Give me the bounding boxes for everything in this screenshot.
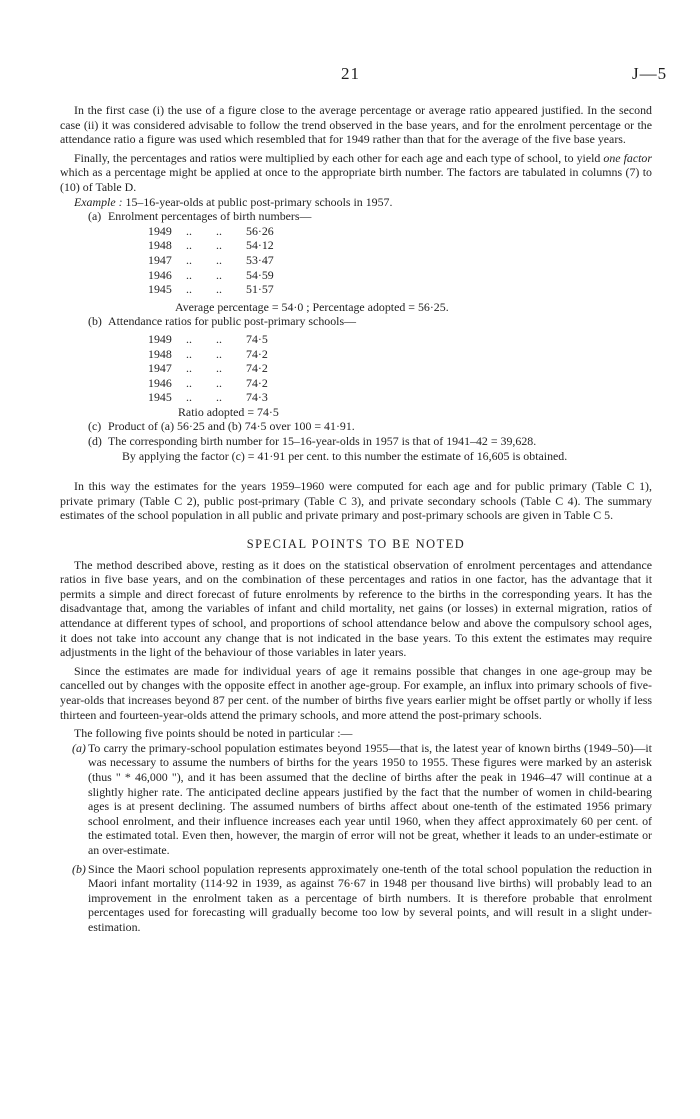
section-heading: SPECIAL POINTS TO BE NOTED: [246, 537, 466, 552]
intro-paragraph-1: In the first case (i) the use of a figure close to the average percentage or average ratio appeared justified. In the second case (ii) it was considered advisable to follow the trend observed in the base years, and for the enrolment percentage or the attendance ratio a figure was used which resembled that for 1949 rather than that for the average of the five base years.: [60, 103, 652, 147]
item-c-text: Product of (a) 56·25 and (b) 74·5 over 100 = 41·91.: [108, 419, 355, 434]
ratio-adopted-line: Ratio adopted = 74·5: [178, 404, 279, 419]
point-a-marker: (a): [72, 740, 86, 755]
example-item-b: [60, 314, 652, 329]
example-text: 15–16-year-olds at public post-primary schools in 1957.: [122, 194, 393, 209]
enrolment-percentages-table: [148, 224, 652, 297]
leader-dots: ..: [216, 223, 222, 238]
leader-dots: ..: [186, 282, 192, 297]
estimates-paragraph: In this way the estimates for the years 1959–1960 were computed for each age and for public primary (Table C 1), private primary (Table C 2), public post-primary (Table C 3), and private secondary schools (Table C 4). The summary estimates of the school population in all public and private primary and post-primary schools are given in Table C 5.: [60, 479, 652, 523]
page-header-code: J—5: [632, 64, 668, 83]
year-cell: 1945: [148, 390, 172, 405]
example-label: Example :: [74, 194, 123, 209]
example-line: [60, 195, 652, 210]
item-c-marker: (c): [88, 419, 102, 434]
p2-part-a: Finally, the percentages and ratios were multiplied by each other for each age and each type of school, to yield: [74, 150, 604, 165]
point-b: [60, 862, 652, 935]
table-row: [148, 332, 652, 347]
value-cell: 74·5: [246, 331, 268, 346]
year-cell: 1946: [148, 267, 172, 282]
attendance-ratios-table: [148, 332, 652, 405]
year-cell: 1946: [148, 375, 172, 390]
table-row: [148, 224, 652, 239]
example-item-d-continuation: By applying the factor (c) = 41·91 per cent. to this number the estimate of 16,605 is obtained.: [122, 448, 568, 463]
leader-dots: ..: [186, 223, 192, 238]
intro-paragraph-2: [60, 151, 652, 195]
example-item-c: [60, 419, 652, 434]
leader-dots: ..: [186, 331, 192, 346]
point-b-marker: (b): [72, 861, 86, 876]
value-cell: 56·26: [246, 223, 274, 238]
point-b-text: Since the Maori school population represents approximately one-tenth of the total school population the reduction in Maori infant mortality (114·92 in 1939, as against 76·67 in 1948 per thousand live births) will probably lead to an improvement in the enrolment taken as a percentage of birth numbers. It is therefore probable that enrolment percentages used for forecasting will gradually become too low by several points, and will result in a slight under-estimation.: [88, 861, 652, 934]
year-cell: 1949: [148, 223, 172, 238]
year-cell: 1949: [148, 331, 172, 346]
year-cell: 1948: [148, 238, 172, 253]
leader-dots: ..: [216, 252, 222, 267]
year-cell: 1947: [148, 252, 172, 267]
leader-dots: ..: [186, 238, 192, 253]
example-item-d: [60, 434, 652, 449]
table-row: [148, 376, 652, 391]
table-row: [148, 347, 652, 362]
point-a: [60, 741, 652, 858]
leader-dots: ..: [216, 375, 222, 390]
value-cell: 74·2: [246, 346, 268, 361]
item-b-text: Attendance ratios for public post-primary schools—: [108, 314, 356, 329]
item-b-marker: (b): [88, 314, 102, 329]
year-cell: 1945: [148, 282, 172, 297]
point-a-text: To carry the primary-school population estimates beyond 1955—that is, the latest year of known births (1949–50)—it was necessary to assume the numbers of births for the years 1950 to 1955. These figures were marked by an asterisk (thus " * 46,000 "), and it has been assumed that the decline of births after the peak in 1946–47 will continue at a slightly higher rate. The anticipated decline appears justified by the fact that the number of women in child-bearing ages is at present declining. The assumed numbers of births affect about one-tenth of the estimated 1956 primary school enrolment, and their influence increases each year until 1960, when they affect approximately 60 per cent. of the estimated total. Even then, however, the margin of error will not be great, whether it leads to an under-estimate or an over-estimate.: [88, 740, 652, 857]
table-row: [148, 238, 652, 253]
leader-dots: ..: [186, 390, 192, 405]
value-cell: 74·3: [246, 390, 268, 405]
value-cell: 54·12: [246, 238, 274, 253]
item-d-text: The corresponding birth number for 15–16-year-olds in 1957 is that of 1941–42 = 39,628.: [108, 434, 537, 449]
leader-dots: ..: [186, 361, 192, 376]
leader-dots: ..: [216, 331, 222, 346]
leader-dots: ..: [216, 238, 222, 253]
item-d-marker: (d): [88, 434, 102, 449]
special-points-paragraph-1: The method described above, resting as it does on the statistical observation of enrolment percentages and attendance ratios in five base years, and on the combination of these percentages and ratios in one factor, has the advantage that it permits a simple and direct forecast of future enrolments by reference to the births in the corresponding years. It has the disadvantage that, among the variables of infant and child mortality, net gains (or losses) in external migration, ratios of attendance at different types of school, and proportions of school attendance below and above the compulsory school ages, it does not take into account any change that is not indicated in the base years. To this extent the estimates may require adjustments in the light of the behaviour of those variables in later years.: [60, 557, 652, 660]
leader-dots: ..: [216, 346, 222, 361]
table-row: [148, 268, 652, 283]
leader-dots: ..: [216, 390, 222, 405]
p2-emphasis: one factor: [603, 150, 652, 165]
example-item-a: [60, 209, 652, 224]
item-a-text: Enrolment percentages of birth numbers—: [108, 209, 312, 224]
year-cell: 1947: [148, 361, 172, 376]
leader-dots: ..: [216, 282, 222, 297]
p2-part-b: which as a percentage might be applied at once to the appropriate birth number. The factors are tabulated in columns (7) to (10) of Table D.: [60, 165, 652, 194]
average-percentage-line: Average percentage = 54·0 ; Percentage adopted = 56·25.: [175, 299, 449, 314]
leader-dots: ..: [216, 267, 222, 282]
value-cell: 74·2: [246, 361, 268, 376]
document-body: [60, 103, 652, 934]
leader-dots: ..: [186, 252, 192, 267]
value-cell: 74·2: [246, 375, 268, 390]
special-points-paragraph-3: The following five points should be noted in particular :—: [74, 726, 353, 741]
value-cell: 53·47: [246, 252, 274, 267]
table-row: [148, 253, 652, 268]
year-cell: 1948: [148, 346, 172, 361]
item-a-marker: (a): [88, 209, 102, 224]
table-row: [148, 361, 652, 376]
leader-dots: ..: [186, 267, 192, 282]
table-row: [148, 390, 652, 405]
special-points-paragraph-2: Since the estimates are made for individual years of age it remains possible that changes in one age-group may be cancelled out by changes with the opposite effect in another age-group. For example, an influx into primary schools of five-year-olds that increases beyond 87 per cent. of the number of births five years earlier might be offset partly or wholly if less thirteen and fourteen-year-olds attend the primary schools, and more attend the post-primary schools.: [60, 663, 652, 722]
page-header-number: 21: [341, 64, 360, 83]
table-row: [148, 282, 652, 297]
value-cell: 51·57: [246, 282, 274, 297]
leader-dots: ..: [186, 375, 192, 390]
leader-dots: ..: [216, 361, 222, 376]
leader-dots: ..: [186, 346, 192, 361]
value-cell: 54·59: [246, 267, 274, 282]
